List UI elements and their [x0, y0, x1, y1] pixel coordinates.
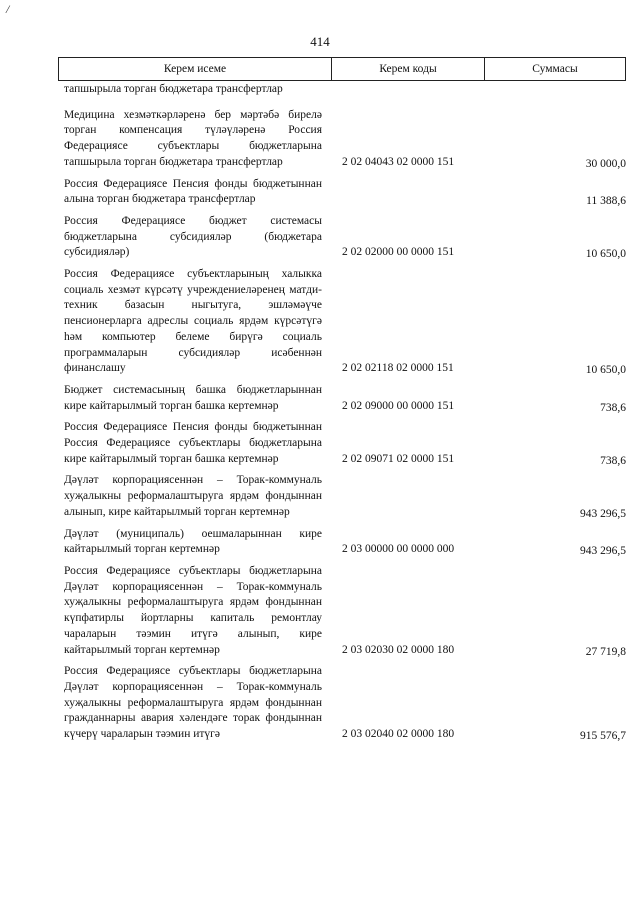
table-row	[64, 214, 632, 261]
table-row	[64, 420, 632, 467]
row-name: Россия Федерациясе бюджет системасы бюджетларына субсидияләр (бюджетара субсидияләр)	[64, 214, 322, 259]
table-row	[64, 177, 632, 208]
column-header-sum: Суммасы	[485, 58, 626, 81]
row-code: 2 02 02118 02 0000 151	[342, 362, 454, 375]
row-name: Россия Федерациясе Пенсия фонды бюджетыннан алына торган бюджетара трансфертлар	[64, 177, 322, 206]
row-code: 2 03 02040 02 0000 180	[342, 728, 455, 741]
row-name: Дәүләт (муниципаль) оешмаларыннан кире кайтарылмый торган кертемнәр	[64, 527, 322, 556]
row-code: 2 03 02030 02 0000 180	[342, 643, 455, 656]
table-row	[64, 82, 632, 98]
page-number: 414	[310, 34, 330, 49]
row-sum: 30 000,0	[585, 157, 626, 170]
row-sum: 10 650,0	[585, 364, 626, 377]
row-sum: 943 296,5	[580, 507, 626, 520]
row-sum: 10 650,0	[585, 248, 626, 261]
row-name: Россия Федерациясе субъектлары бюджетларына Дәүләт корпорациясеннән – Торак-коммуналь хуҗалыкны реформалаштыруга ярдәм фондыннан гражданнарны авария хәлендәге торак фондыннан күчерү чараларын тәэмин итүгә	[64, 665, 322, 741]
row-name: Россия Федерациясе субъектлары бюджетларына Дәүләт корпорациясеннән – Торак-коммуналь хуҗалыкны реформалаштыруга ярдәм фондыннан күпфатирлы йортларны капиталь ремонтлау чараларын тәэмин итүгә алынып, кире кайтарылмый торган кертемнәр	[64, 564, 322, 656]
row-code: 2 02 02000 00 0000 151	[342, 246, 455, 259]
column-header-name: Керем исеме	[59, 58, 332, 81]
row-name: Россия Федерациясе субъектларының халыкка социаль хезмәт күрсәтү учреждениеләренең матди-техник базасын ныгытуга, эшләмәүче пенсионерларга адреслы социаль ярдәм күрсәтүгә һәм компьютер белеме бирүгә социаль программаларын субсидияләр исәбеннән финанслашу	[64, 268, 322, 375]
table-row	[64, 473, 632, 520]
row-sum: 943 296,5	[580, 545, 626, 558]
table-body	[64, 82, 632, 749]
table-row	[64, 108, 632, 171]
corner-mark: /	[6, 2, 10, 16]
row-code: 2 03 00000 00 0000 000	[342, 543, 455, 556]
row-sum: 738,6	[600, 454, 626, 467]
row-sum: 915 576,7	[580, 730, 626, 743]
row-sum: 27 719,8	[585, 645, 626, 658]
row-name: Медицина хезмәткәрләренә бер мәртәбә бирелә торган компенсация түләүләренә Россия Федерациясе субъектлары бюджетларына тапшырыла торган бюджетара трансфертлар	[64, 108, 322, 168]
row-code: 2 02 09071 02 0000 151	[342, 452, 455, 465]
table-row	[64, 527, 632, 558]
column-header-code: Керем коды	[332, 58, 485, 81]
row-sum: 738,6	[600, 401, 626, 414]
table-row	[64, 664, 632, 743]
row-name: Россия Федерациясе Пенсия фонды бюджетыннан Россия Федерациясе субъектлары бюджетларына кире кайтарылмый торган башка кертемнәр	[64, 421, 322, 465]
row-name: Дәүләт корпорациясеннән – Торак-коммуналь хуҗалыкны реформалаштыруга ярдәм фондыннан алынып, кире кайтарылмый торган кертемнәр	[64, 474, 322, 518]
table-row	[64, 267, 632, 377]
row-code: 2 02 04043 02 0000 151	[342, 155, 455, 168]
row-name: тапшырыла торган бюджетара трансфертлар	[64, 83, 283, 95]
table-row	[64, 564, 632, 658]
table-row	[64, 383, 632, 414]
row-name: Бюджет системасының башка бюджетларыннан кире кайтарылмый торган башка кертемнәр	[64, 383, 322, 412]
table-header	[58, 57, 626, 81]
row-code: 2 02 09000 00 0000 151	[342, 399, 455, 412]
row-sum: 11 388,6	[586, 195, 626, 208]
